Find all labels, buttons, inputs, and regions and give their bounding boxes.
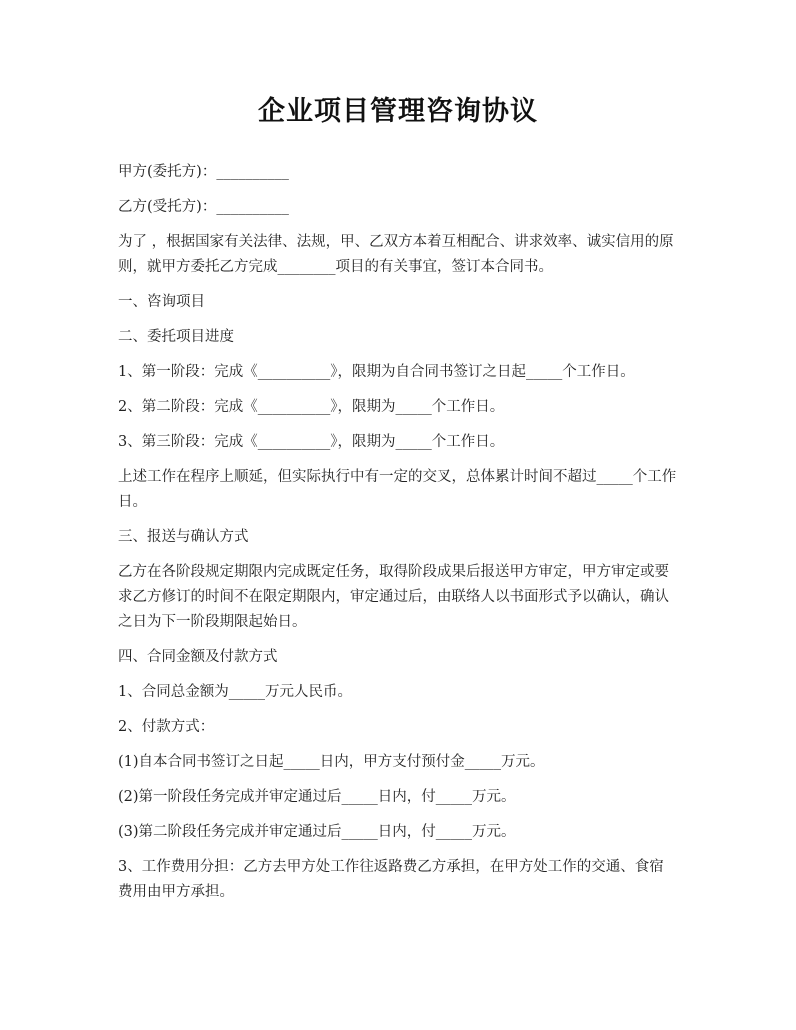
section-heading-submission: 三、报送与确认方式 <box>118 529 249 545</box>
schedule-summary: 上述工作在程序上顺延，但实际执行中有一定的交叉，总体累计时间不超过_____个工作日。 <box>118 469 677 510</box>
schedule-stage-3: 3、第三阶段：完成《__________》，限期为_____个工作日。 <box>118 434 505 450</box>
cost-sharing-paragraph: 3、工作费用分担：乙方去甲方处工作往返路费乙方承担，在甲方处工作的交通、食宿费用由甲方承担。 <box>118 859 664 900</box>
schedule-stage-1: 1、第一阶段：完成《__________》，限期为自合同书签订之日起_____个工作日。 <box>118 364 635 380</box>
payment-method-heading: 2、付款方式： <box>118 719 215 735</box>
submission-paragraph: 乙方在各阶段规定期限内完成既定任务，取得阶段成果后报送甲方审定，甲方审定或要求乙方修订的时间不在限定期限内，审定通过后，由联络人以书面形式予以确认，确认之日为下一阶段期限起始日。 <box>118 564 669 630</box>
payment-item-3: (3)第二阶段任务完成并审定通过后_____日内，付_____万元。 <box>118 824 516 840</box>
party-b-line: 乙方(受托方)：__________ <box>118 199 289 215</box>
section-heading-schedule: 二、委托项目进度 <box>118 329 234 345</box>
section-heading-consulting-project: 一、咨询项目 <box>118 294 205 310</box>
payment-item-2: (2)第一阶段任务完成并审定通过后_____日内，付_____万元。 <box>118 789 516 805</box>
payment-item-1: (1)自本合同书签订之日起_____日内，甲方支付预付金_____万元。 <box>118 754 545 770</box>
payment-total: 1、合同总金额为_____万元人民币。 <box>118 684 352 700</box>
schedule-stage-2: 2、第二阶段：完成《__________》，限期为_____个工作日。 <box>118 399 505 415</box>
document-title: 企业项目管理咨询协议 <box>258 96 538 127</box>
preamble-paragraph: 为了 ，根据国家有关法律、法规，甲、乙双方本着互相配合、讲求效率、诚实信用的原则，就甲方委托乙方完成________项目的有关事宜，签订本合同书。 <box>118 234 674 275</box>
section-heading-payment: 四、合同金额及付款方式 <box>118 649 278 665</box>
party-a-line: 甲方(委托方)：__________ <box>118 164 289 180</box>
